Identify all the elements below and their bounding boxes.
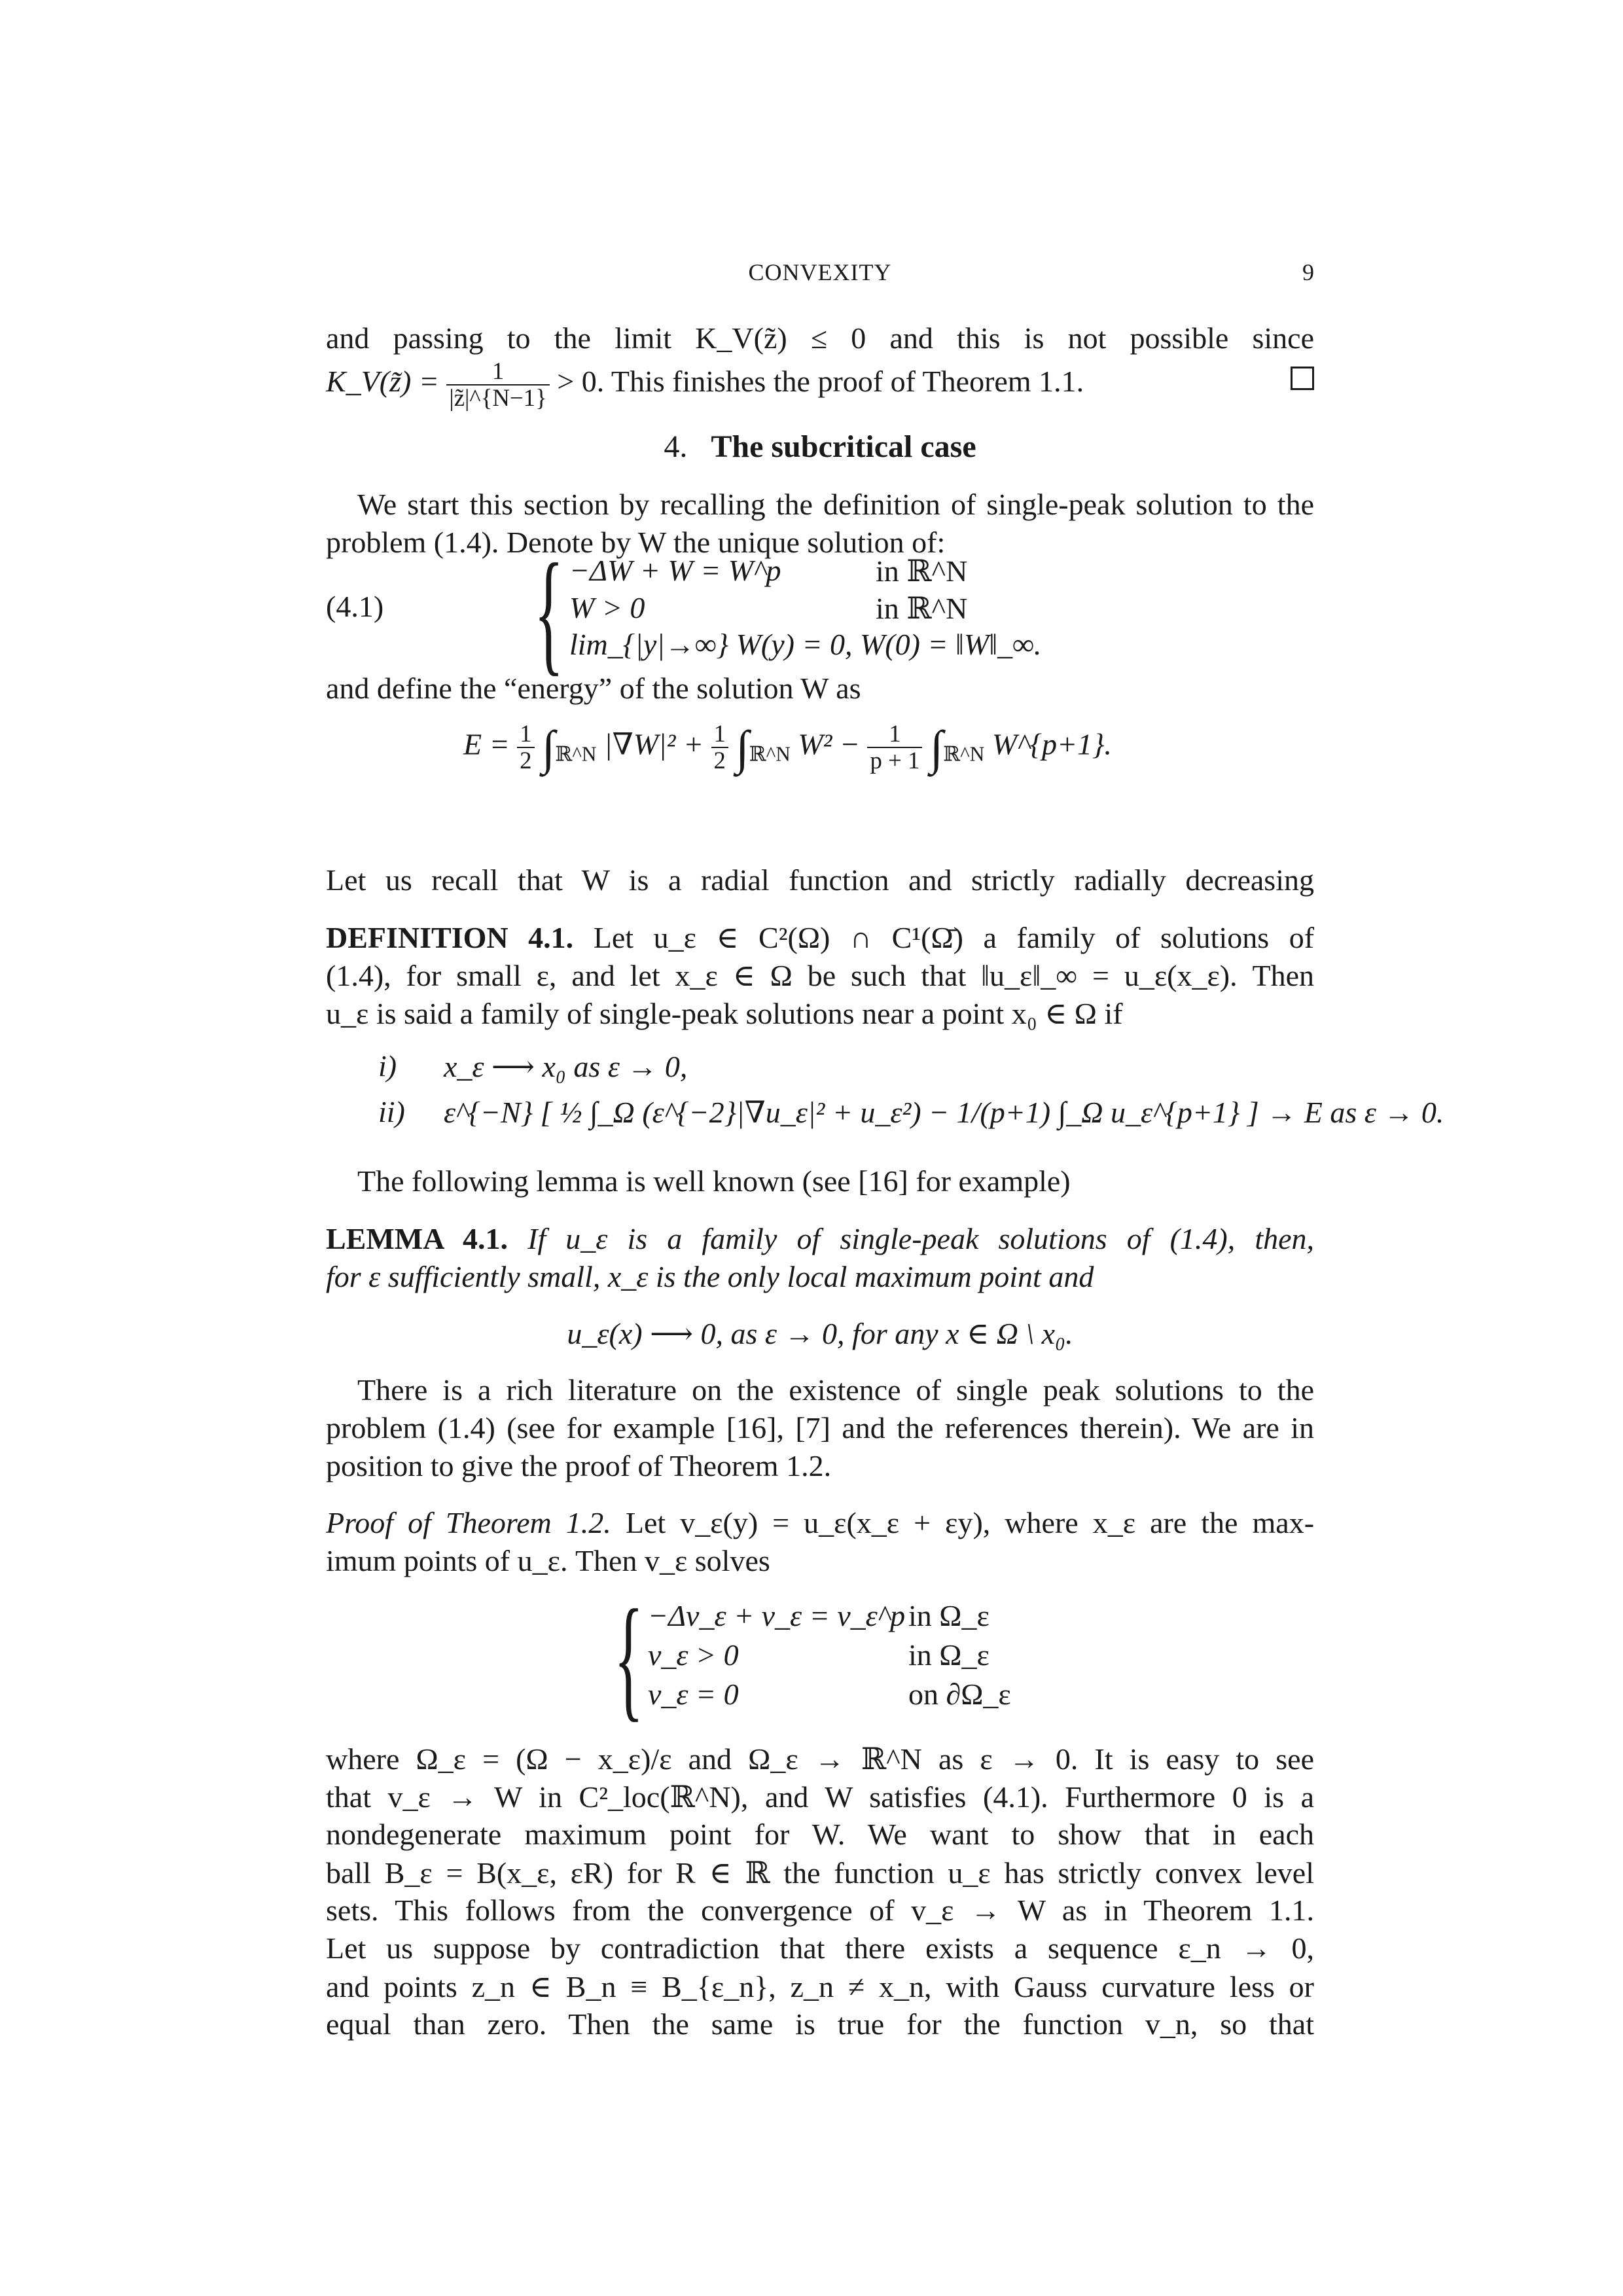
system-row1-rhs: in Ω_ε: [908, 1599, 990, 1632]
equation-label-4-1: (4.1): [326, 590, 384, 623]
section-heading: [326, 429, 1314, 465]
proof-after-line: Let us suppose by contradiction that there exists a sequence ε_n → 0,: [326, 1931, 1314, 1965]
energy-intro: and define the “energy” of the solution W as: [326, 672, 861, 705]
item-ii-label: ii): [378, 1095, 405, 1128]
system-row2-lhs: v_ε > 0: [648, 1638, 739, 1672]
eq41-row2-lhs: W > 0: [569, 591, 645, 624]
energy-frac-2: $\frac{1}{2}$: [711, 721, 728, 773]
lemma-label: LEMMA 4.1.: [326, 1222, 508, 1255]
energy-term-2: W² −: [798, 727, 860, 761]
lemma-text-1: If u_ε is a family of single-peak solutions of (1.4), then,: [527, 1222, 1315, 1255]
energy-term-3: W^{p+1}.: [991, 727, 1112, 761]
item-i-label: i): [378, 1049, 397, 1083]
eq41-row2-rhs: in ℝ^N: [876, 592, 968, 625]
definition-label: DEFINITION 4.1.: [326, 921, 574, 954]
item-i: x_ε ⟶ x₀ as ε → 0,: [444, 1050, 688, 1083]
proof-text-1: Let v_ε(y) = u_ε(x_ε + εy), where x_ε are the max-: [625, 1506, 1315, 1539]
paragraph-1: We start this section by recalling the definition of single-peak solution to the problem (1.4). Denote by W the unique solution of:: [326, 488, 1314, 559]
intro-fraction-den: |z̃|^{N−1}: [449, 384, 547, 411]
integral-icon: ∫: [736, 721, 749, 774]
system-row3-lhs: v_ε = 0: [648, 1677, 739, 1711]
proof-after-line: and points z_n ∈ B_n ≡ B_{ε_n}, z_n ≠ x_n, with Gauss curvature less or: [326, 1970, 1314, 2003]
eq41-row1-rhs: in ℝ^N: [876, 554, 968, 588]
energy-equation: [463, 720, 1314, 776]
proof-after-line: that v_ε → W in C²_loc(ℝ^N), and W satisfies (4.1). Furthermore 0 is a: [326, 1780, 1314, 1814]
section-number: 4.: [664, 429, 688, 464]
paragraph-2: There is a rich literature on the existence of single peak solutions to the problem (1.4) (see for example [16], [7] and the references therein). We are in position to give the proof of Theorem 1.2.: [326, 1373, 1314, 1482]
definition-text-1: Let u_ε ∈ C²(Ω) ∩ C¹(Ω̄) a family of solutions of: [593, 921, 1315, 954]
definition-line-3: u_ε is said a family of single-peak solutions near a point x₀ ∈ Ω if: [326, 997, 1123, 1030]
proof-line-1: [326, 1505, 1314, 1540]
energy-domain-2: ℝ^N: [749, 742, 791, 766]
proof-after-line: nondegenerate maximum point for W. We want to show that in each: [326, 1818, 1314, 1851]
proof-line-2: imum points of u_ε. Then v_ε solves: [326, 1544, 770, 1577]
proof-label: Proof of Theorem 1.2.: [326, 1506, 611, 1539]
intro-line-1: and passing to the limit K_V(z̃) ≤ 0 and this is not possible since: [326, 321, 1314, 355]
energy-domain-3: ℝ^N: [943, 742, 985, 766]
item-ii: ε^{−N} [ ½ ∫_Ω (ε^{−2}|∇u_ε|² + u_ε²) − 1/(p+1) ∫_Ω u_ε^{p+1} ] → E as ε → 0.: [444, 1096, 1444, 1129]
energy-frac-1: $\frac{1}{2}$: [517, 721, 534, 773]
definition-line-2: (1.4), for small ε, and let x_ε ∈ Ω be such that ‖u_ε‖_∞ = u_ε(x_ε). Then: [326, 959, 1314, 992]
page-number: 9: [1302, 259, 1314, 285]
lemma-display: u_ε(x) ⟶ 0, as ε → 0, for any x ∈ Ω \ x₀.: [567, 1317, 1073, 1350]
running-header: [326, 259, 1314, 291]
energy-lhs: E =: [463, 727, 510, 761]
lemma-line-1: [326, 1221, 1314, 1256]
left-brace: {: [534, 536, 564, 688]
system-row1-lhs: −Δv_ε + v_ε = v_ε^p: [648, 1599, 906, 1632]
section-title: The subcritical case: [711, 429, 976, 464]
lemma-intro: The following lemma is well known (see [16] for example): [357, 1164, 1071, 1198]
recall-line: Let us recall that W is a radial function and strictly radially decreasing: [326, 863, 1314, 897]
integral-icon: ∫: [542, 721, 556, 774]
energy-domain-1: ℝ^N: [555, 742, 597, 766]
system-row3-rhs: on ∂Ω_ε: [908, 1677, 1011, 1711]
proof-after-line: equal than zero. Then the same is true for the function v_n, so that: [326, 2007, 1314, 2041]
intro-line-2-rhs: > 0. This finishes the proof of Theorem 1.1.: [557, 365, 1084, 399]
intro-fraction: [446, 359, 549, 410]
energy-frac-3: $\frac{1}{p + 1}$: [867, 721, 922, 773]
system-row2-rhs: in Ω_ε: [908, 1638, 990, 1672]
definition-line-1: [326, 920, 1314, 955]
intro-line-2: [326, 359, 1314, 410]
left-brace: {: [614, 1582, 644, 1734]
energy-term-1: |∇W|² +: [603, 727, 704, 761]
proof-after-line: ball B_ε = B(x_ε, εR) for R ∈ ℝ the function u_ε has strictly convex level: [326, 1856, 1314, 1890]
intro-fraction-num: 1: [446, 359, 549, 386]
running-title: CONVEXITY: [748, 259, 892, 285]
qed-square-icon: [1291, 367, 1314, 390]
lemma-line-2: for ε sufficiently small, x_ε is the only local maximum point and: [326, 1260, 1094, 1293]
intro-line-2-lhs: K_V(z̃) =: [326, 365, 439, 399]
eq41-row1-lhs: −ΔW + W = W^p: [569, 554, 781, 587]
proof-after-line: sets. This follows from the convergence of v_ε → W as in Theorem 1.1.: [326, 1893, 1314, 1927]
eq41-row3-lhs: lim_{|y|→∞} W(y) = 0, W(0) = ‖W‖_∞.: [569, 628, 1042, 661]
proof-after-line: where Ω_ε = (Ω − x_ε)/ε and Ω_ε → ℝ^N as ε → 0. It is easy to see: [326, 1742, 1314, 1776]
integral-icon: ∫: [929, 721, 944, 774]
